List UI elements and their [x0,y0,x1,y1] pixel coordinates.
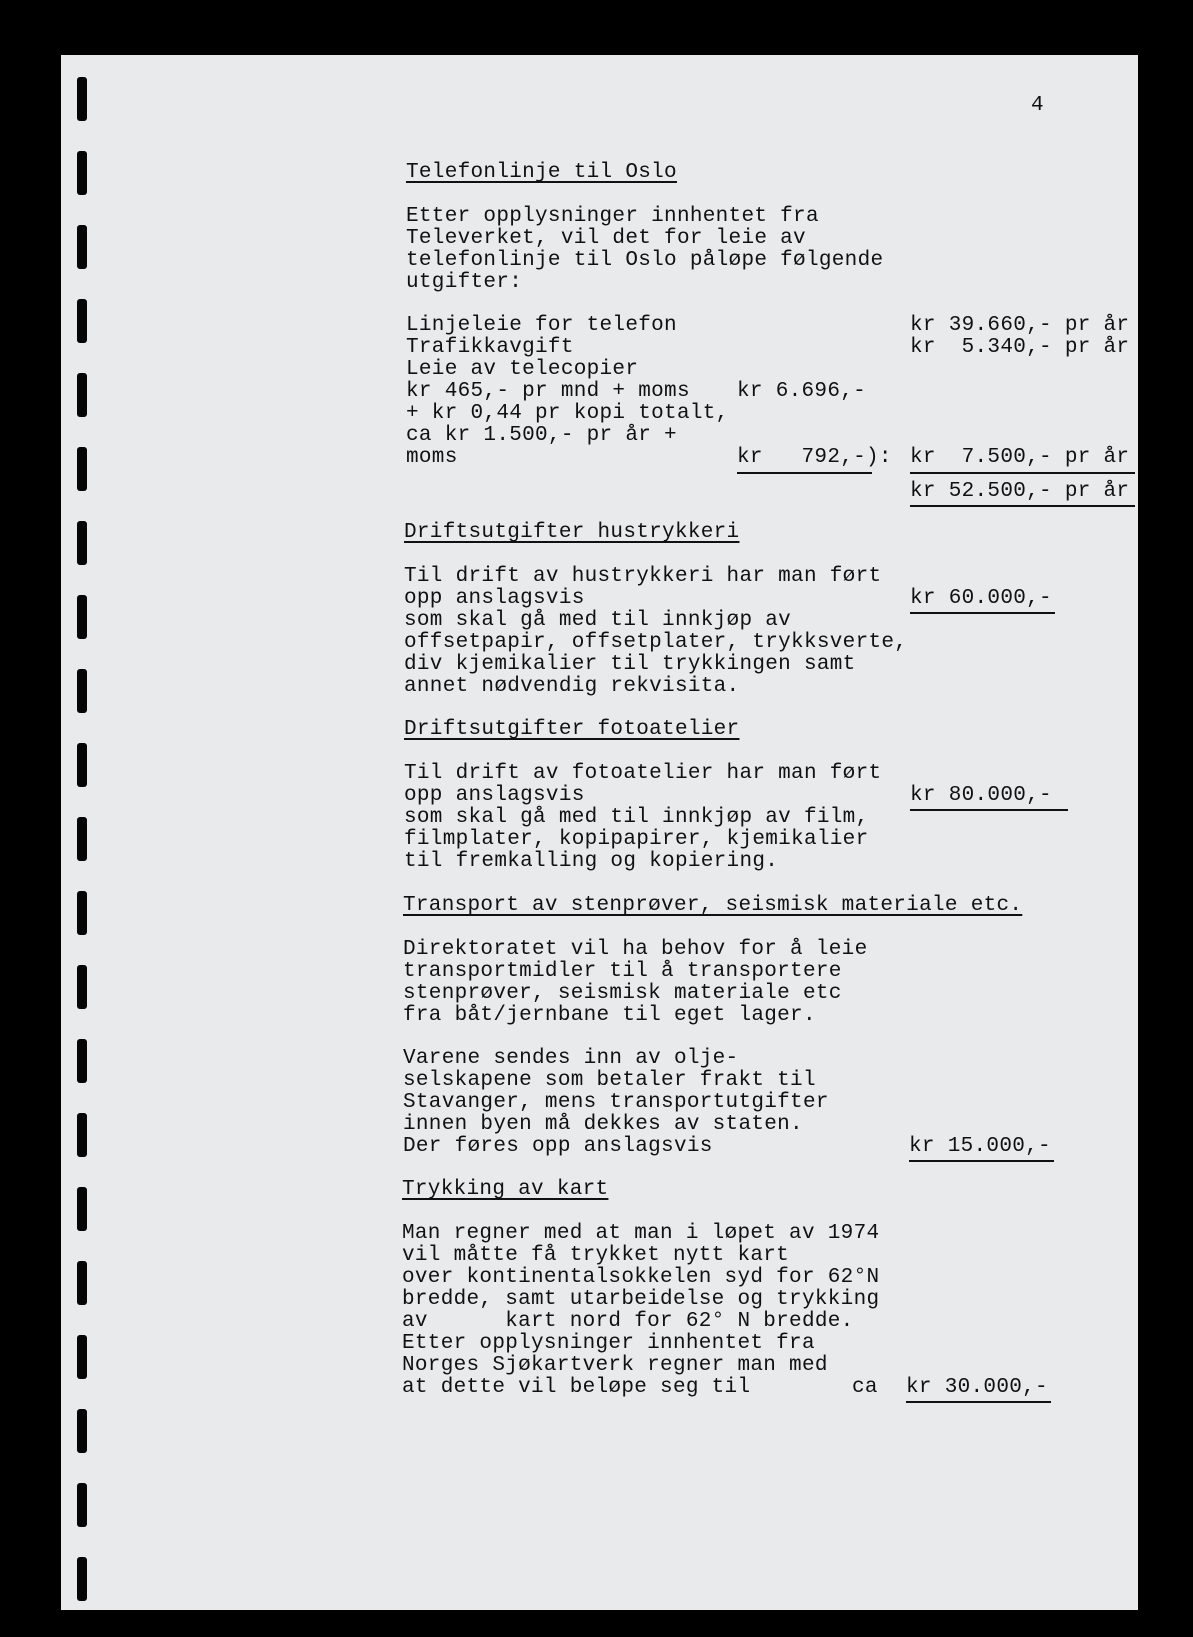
kart-line: bredde, samt utarbeidelse og trykking [402,1288,880,1311]
item-label: ca kr 1.500,- pr år + [406,424,677,447]
kart-line: Norges Sjøkartverk regner man med [402,1354,828,1377]
item-label: + kr 0,44 pr kopi totalt, [406,402,729,425]
punch-hole [77,817,87,861]
punch-hole [77,77,87,121]
punch-hole [77,595,87,639]
kart-line: Man regner med at man i løpet av 1974 [402,1222,880,1245]
underline-rule [910,505,1135,507]
punch-hole [77,743,87,787]
telefon-intro-line: telefonlinje til Oslo påløpe følgende [406,249,884,272]
underline-rule [910,612,1055,614]
section-heading-kart: Trykking av kart [402,1178,609,1201]
transport-line: stenprøver, seismisk materiale etc [403,982,842,1005]
total-amount: kr 52.500,- pr år [910,480,1130,503]
underline-rule [909,1160,1054,1162]
section-heading-transport: Transport av stenprøver, seismisk materiale etc. [403,894,1023,917]
fotoatelier-line: som skal gå med til innkjøp av film, [404,806,869,829]
fotoatelier-line: til fremkalling og kopiering. [404,850,779,873]
punch-hole [77,151,87,195]
kart-line: Etter opplysninger innhentet fra [402,1332,815,1355]
hustrykkeri-line: som skal gå med til innkjøp av [404,609,792,632]
transport-line: Varene sendes inn av olje- [403,1047,739,1070]
transport-line: transportmidler til å transportere [403,960,842,983]
document-page [61,55,1138,1610]
page-number: 4 [1031,94,1044,117]
transport-amount: kr 15.000,- [909,1135,1051,1158]
transport-line: fra båt/jernbane til eget lager. [403,1004,816,1027]
fotoatelier-amount: kr 80.000,- [910,784,1052,807]
kart-line: av kart nord for 62° N bredde. [402,1310,854,1333]
punch-hole [77,965,87,1009]
item-label: moms [406,446,458,469]
fotoatelier-line: opp anslagsvis [404,784,585,807]
punch-hole [77,1557,87,1601]
punch-hole [77,1039,87,1083]
item-label: Trafikkavgift [406,336,574,359]
punch-hole [77,1409,87,1453]
underline-rule [906,1401,1051,1403]
item-amount: kr 7.500,- pr år [910,446,1130,469]
punch-hole [77,225,87,269]
hustrykkeri-line: annet nødvendig rekvisita. [404,675,740,698]
item-subamount: kr 792,-): [737,446,892,469]
fotoatelier-line: Til drift av fotoatelier har man ført [404,762,882,785]
item-label: Linjeleie for telefon [406,314,677,337]
kart-line: over kontinentalsokkelen syd for 62°N [402,1266,880,1289]
item-amount: kr 5.340,- pr år [910,336,1130,359]
telefon-intro-line: utgifter: [406,271,523,294]
telefon-intro-line: Televerket, vil det for leie av [406,227,806,250]
transport-line: innen byen må dekkes av staten. [403,1113,803,1136]
underline-rule [737,472,872,474]
punch-hole [77,1335,87,1379]
underline-rule [910,809,1068,811]
punch-hole [77,1113,87,1157]
hustrykkeri-line: offsetpapir, offsetplater, trykksverte, [404,631,908,654]
punch-hole [77,1187,87,1231]
section-heading-fotoatelier: Driftsutgifter fotoatelier [404,718,740,741]
item-amount: kr 39.660,- pr år [910,314,1130,337]
kart-ca-label: ca [852,1376,878,1399]
item-subamount: kr 6.696,- [737,380,867,403]
underline-rule [910,472,1135,474]
kart-amount: kr 30.000,- [906,1376,1048,1399]
kart-line: at dette vil beløpe seg til [402,1376,751,1399]
punch-hole [77,669,87,713]
punch-hole [77,373,87,417]
hustrykkeri-amount: kr 60.000,- [910,587,1052,610]
section-heading-telefon: Telefonlinje til Oslo [406,161,677,184]
item-label: Leie av telecopier [406,358,639,381]
transport-line: Direktoratet vil ha behov for å leie [403,938,868,961]
hustrykkeri-line: Til drift av hustrykkeri har man ført [404,565,882,588]
punch-hole [77,891,87,935]
kart-line: vil måtte få trykket nytt kart [402,1244,790,1267]
transport-line: Der føres opp anslagsvis [403,1135,713,1158]
punch-hole [77,1261,87,1305]
hustrykkeri-line: div kjemikalier til trykkingen samt [404,653,856,676]
punch-hole [77,521,87,565]
transport-line: Stavanger, mens transportutgifter [403,1091,829,1114]
punch-hole [77,447,87,491]
hustrykkeri-line: opp anslagsvis [404,587,585,610]
section-heading-hustrykkeri: Driftsutgifter hustrykkeri [404,521,740,544]
telefon-intro-line: Etter opplysninger innhentet fra [406,205,819,228]
punch-hole [77,1483,87,1527]
item-label: kr 465,- pr mnd + moms [406,380,690,403]
punch-hole [77,299,87,343]
fotoatelier-line: filmplater, kopipapirer, kjemikalier [404,828,869,851]
transport-line: selskapene som betaler frakt til [403,1069,816,1092]
